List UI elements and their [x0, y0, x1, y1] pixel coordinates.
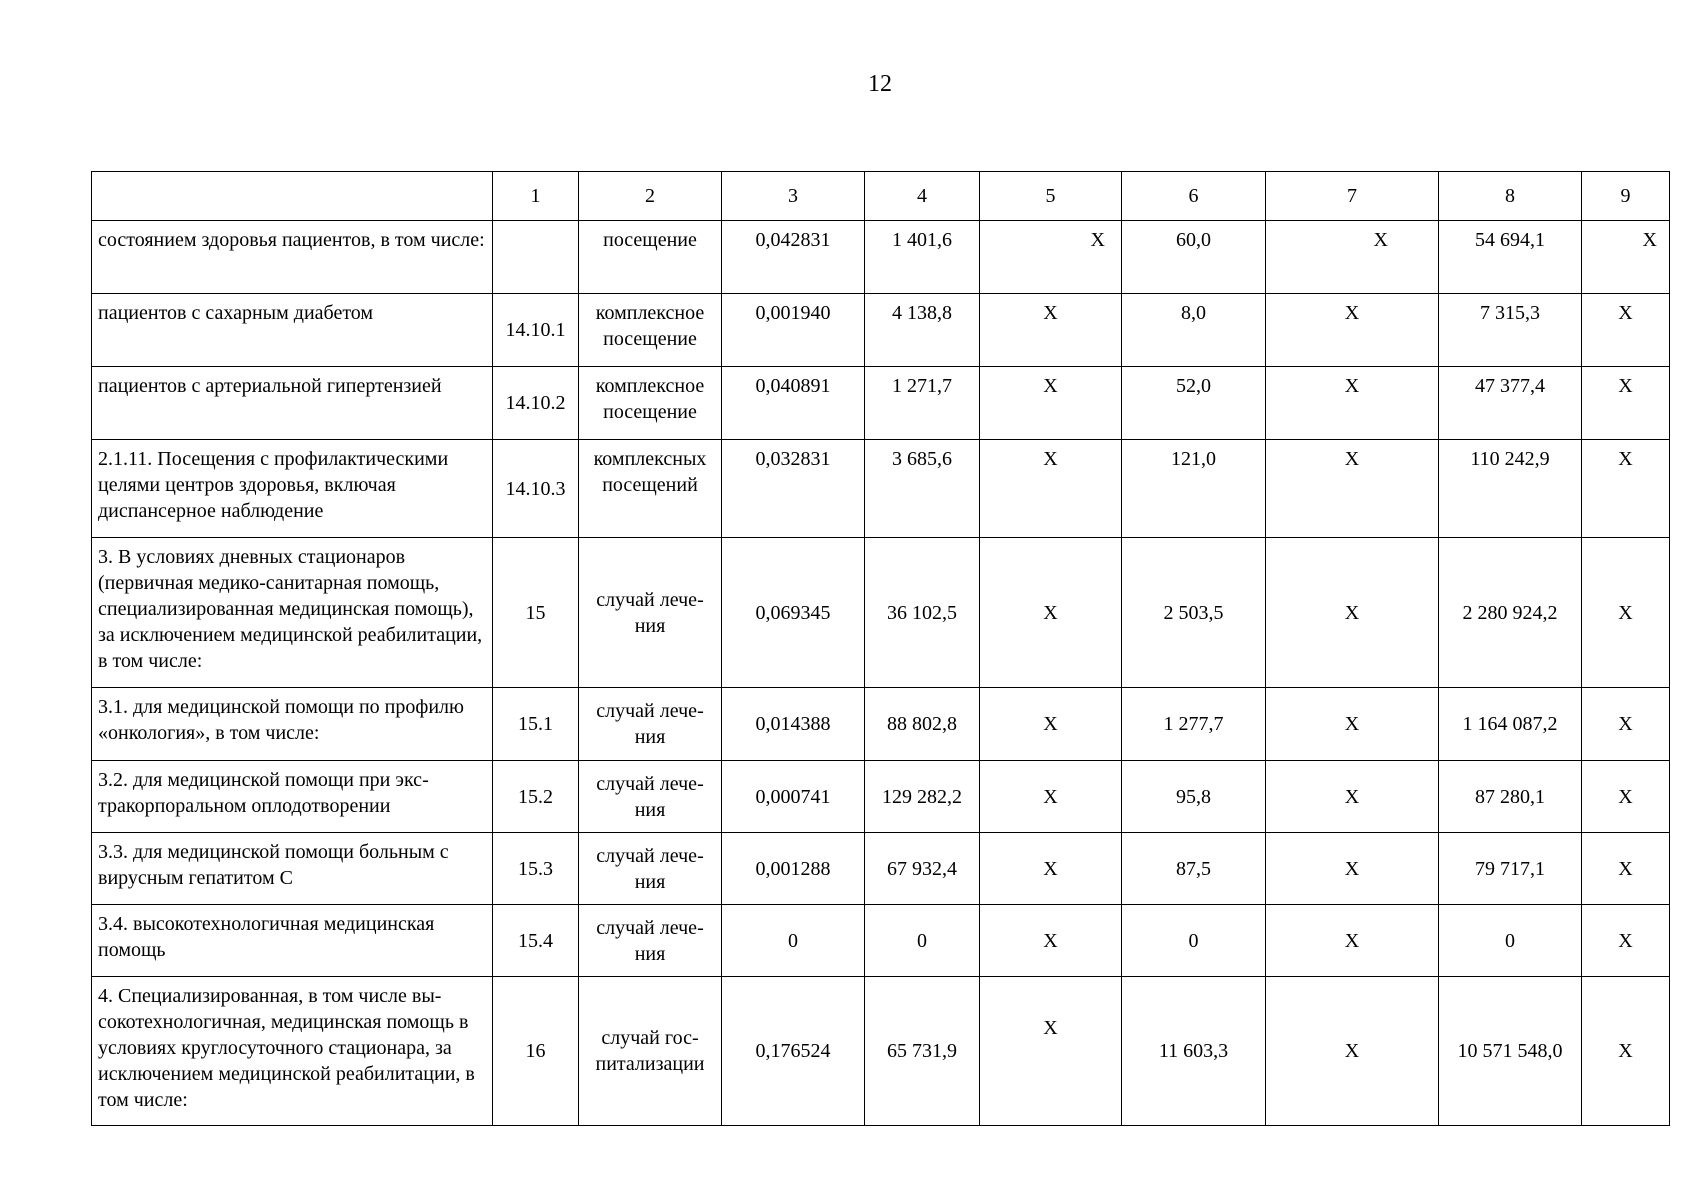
cell-col8: 2 280 924,2: [1439, 538, 1582, 688]
cell-col4: 4 138,8: [865, 294, 980, 367]
cell-col3: 0,001940: [722, 294, 865, 367]
cell-row-number: [493, 221, 579, 294]
cell-col4: 1 271,7: [865, 367, 980, 440]
cell-col7: Х: [1266, 761, 1439, 833]
cell-row-number: 15.2: [493, 761, 579, 833]
cell-col6: 8,0: [1122, 294, 1266, 367]
cell-row-number: 15.1: [493, 688, 579, 761]
cell-col8: 110 242,9: [1439, 440, 1582, 538]
cell-col6: 0: [1122, 905, 1266, 977]
cell-col6: 87,5: [1122, 833, 1266, 905]
cell-col4: 3 685,6: [865, 440, 980, 538]
cell-col9: Х: [1582, 688, 1670, 761]
cell-col7: Х: [1266, 833, 1439, 905]
cell-col4: 88 802,8: [865, 688, 980, 761]
cell-row-number: 14.10.3: [493, 440, 579, 538]
table-row: [92, 221, 1670, 294]
cell-col7: Х: [1266, 905, 1439, 977]
cell-unit: случай госпитализации: [579, 977, 722, 1126]
cell-col7: Х: [1266, 688, 1439, 761]
table-row: [92, 367, 1670, 440]
cell-col9: Х: [1582, 905, 1670, 977]
cell-row-number: 14.10.2: [493, 367, 579, 440]
row-label: 3.1. для медицинской помощи по профилю «онкология», в том числе:: [92, 688, 493, 761]
cell-col6: 52,0: [1122, 367, 1266, 440]
header-cell: 9: [1582, 172, 1670, 221]
row-label: пациентов с сахарным диабетом: [92, 294, 493, 367]
cell-col5: Х: [980, 440, 1122, 538]
table-row: [92, 440, 1670, 538]
cell-unit: случай лечения: [579, 761, 722, 833]
cell-col9: Х: [1582, 538, 1670, 688]
header-cell: 2: [579, 172, 722, 221]
cell-col4: 129 282,2: [865, 761, 980, 833]
header-cell: 1: [493, 172, 579, 221]
cell-col4: 36 102,5: [865, 538, 980, 688]
cell-row-number: 15: [493, 538, 579, 688]
table-row: [92, 761, 1670, 833]
cell-col5: Х: [980, 833, 1122, 905]
cell-col4: 67 932,4: [865, 833, 980, 905]
cell-col3: 0,001288: [722, 833, 865, 905]
row-label: 3. В условиях дневных стационаров (первичная медико-санитарная помощь, специализированная медицинская помощь), за исключением медицинской реабилитации, в том числе:: [92, 538, 493, 688]
cell-col3: 0,040891: [722, 367, 865, 440]
cell-col7: Х: [1266, 538, 1439, 688]
cell-col7: Х: [1266, 977, 1439, 1126]
cell-col3: 0: [722, 905, 865, 977]
cell-col8: 87 280,1: [1439, 761, 1582, 833]
cell-unit: комплексных посещений: [579, 440, 722, 538]
cell-col8: 0: [1439, 905, 1582, 977]
cell-col5: Х: [980, 538, 1122, 688]
cell-unit: случай лечения: [579, 905, 722, 977]
data-table: [91, 171, 1670, 1126]
cell-unit: случай лечения: [579, 688, 722, 761]
cell-col4: 0: [865, 905, 980, 977]
cell-col5: Х: [980, 367, 1122, 440]
cell-unit: комплексное посещение: [579, 294, 722, 367]
cell-row-number: 14.10.1: [493, 294, 579, 367]
header-cell: [92, 172, 493, 221]
cell-col3: 0,014388: [722, 688, 865, 761]
cell-col5: Х: [980, 905, 1122, 977]
cell-col4: 1 401,6: [865, 221, 980, 294]
cell-col9: Х: [1582, 367, 1670, 440]
cell-col6: 11 603,3: [1122, 977, 1266, 1126]
cell-col7: Х: [1266, 221, 1439, 294]
cell-col8: 47 377,4: [1439, 367, 1582, 440]
header-cell: 5: [980, 172, 1122, 221]
cell-col8: 1 164 087,2: [1439, 688, 1582, 761]
cell-row-number: 15.3: [493, 833, 579, 905]
row-label: 3.4. высокотехнологичная медицинская помощь: [92, 905, 493, 977]
cell-col7: Х: [1266, 367, 1439, 440]
cell-col8: 79 717,1: [1439, 833, 1582, 905]
header-cell: 4: [865, 172, 980, 221]
header-cell: 7: [1266, 172, 1439, 221]
table-row: [92, 294, 1670, 367]
cell-col9: Х: [1582, 761, 1670, 833]
cell-unit: посещение: [579, 221, 722, 294]
table-row: [92, 977, 1670, 1126]
row-label: пациентов с артериальной гипертензией: [92, 367, 493, 440]
cell-col3: 0,069345: [722, 538, 865, 688]
cell-col9: Х: [1582, 294, 1670, 367]
page-number: 12: [868, 71, 892, 97]
cell-row-number: 16: [493, 977, 579, 1126]
cell-col3: 0,176524: [722, 977, 865, 1126]
cell-col6: 2 503,5: [1122, 538, 1266, 688]
cell-col8: 10 571 548,0: [1439, 977, 1582, 1126]
header-row: [92, 172, 1670, 221]
table-row: [92, 905, 1670, 977]
row-label: 3.3. для медицинской помощи больным с вирусным гепатитом С: [92, 833, 493, 905]
header-cell: 8: [1439, 172, 1582, 221]
header-cell: 6: [1122, 172, 1266, 221]
row-label: 3.2. для медицинской помощи при экстракорпоральном оплодотворении: [92, 761, 493, 833]
cell-col9: Х: [1582, 221, 1670, 294]
cell-unit: случай лечения: [579, 833, 722, 905]
cell-col9: Х: [1582, 440, 1670, 538]
cell-col3: 0,032831: [722, 440, 865, 538]
cell-col7: Х: [1266, 294, 1439, 367]
cell-col3: 0,000741: [722, 761, 865, 833]
row-label: состоянием здоровья пациентов, в том числе:: [92, 221, 493, 294]
table-row: [92, 833, 1670, 905]
cell-row-number: 15.4: [493, 905, 579, 977]
cell-col7: Х: [1266, 440, 1439, 538]
cell-col6: 121,0: [1122, 440, 1266, 538]
cell-unit: случай лечения: [579, 538, 722, 688]
row-label: 4. Специализированная, в том числе высокотехнологичная, медицинская помощь в условиях круглосуточного стационара, за исключением медицинской реабилитации, в том числе:: [92, 977, 493, 1126]
table-row: [92, 688, 1670, 761]
cell-col4: 65 731,9: [865, 977, 980, 1126]
table-row: [92, 538, 1670, 688]
row-label: 2.1.11. Посещения с профилактическими целями центров здоровья, включая диспансерное наблюдение: [92, 440, 493, 538]
cell-col9: Х: [1582, 833, 1670, 905]
cell-col9: Х: [1582, 977, 1670, 1126]
cell-col5: Х: [980, 761, 1122, 833]
cell-col5: Х: [980, 294, 1122, 367]
cell-col3: 0,042831: [722, 221, 865, 294]
cell-col8: 54 694,1: [1439, 221, 1582, 294]
cell-col6: 95,8: [1122, 761, 1266, 833]
cell-col5: Х: [980, 977, 1122, 1126]
cell-col6: 1 277,7: [1122, 688, 1266, 761]
header-cell: 3: [722, 172, 865, 221]
cell-col5: Х: [980, 221, 1122, 294]
cell-col6: 60,0: [1122, 221, 1266, 294]
cell-col5: Х: [980, 688, 1122, 761]
cell-col8: 7 315,3: [1439, 294, 1582, 367]
cell-unit: комплексное посещение: [579, 367, 722, 440]
